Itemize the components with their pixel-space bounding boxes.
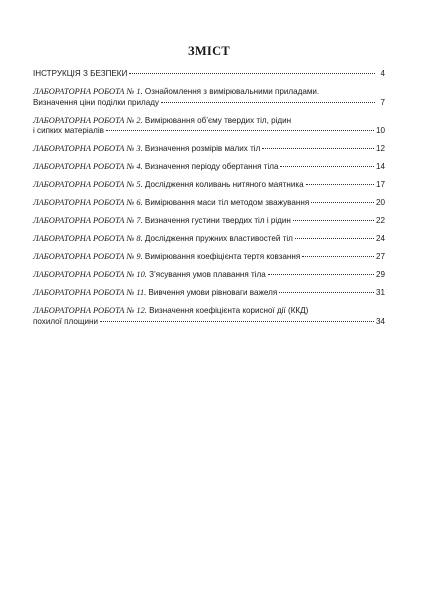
- toc-entry-title: [33, 216, 291, 227]
- toc-entry-title: [33, 87, 319, 98]
- toc-line: [33, 69, 385, 80]
- toc-entry: [33, 180, 385, 191]
- toc-dot-leader: [293, 220, 374, 221]
- page-title: ЗМІСТ: [187, 44, 231, 58]
- toc-dot-leader: [295, 238, 374, 239]
- toc-entry: [33, 216, 385, 227]
- toc-entry-title: [33, 306, 308, 317]
- toc-dot-leader: [311, 202, 374, 203]
- toc-lab-number: ЛАБОРАТОРНА РОБОТА № 7.: [33, 216, 143, 226]
- toc-dot-leader: [106, 130, 374, 131]
- toc-line: [33, 144, 385, 155]
- toc-lab-title-continued: і сипких матеріалів: [33, 126, 104, 136]
- toc-lab-number: ЛАБОРАТОРНА РОБОТА № 9.: [33, 252, 143, 262]
- toc-line: [33, 98, 385, 109]
- toc-lab-title: Визначення періоду обертання тіла: [142, 162, 279, 172]
- toc-entry-title: [33, 180, 304, 191]
- toc-entry-title: [33, 198, 309, 209]
- toc-page-number: 34: [375, 316, 385, 326]
- toc-lab-title-continued: похилої площини: [33, 316, 99, 326]
- toc-page-number: 10: [375, 126, 385, 136]
- toc-entry-title: [33, 252, 300, 263]
- toc-dot-leader: [268, 274, 374, 275]
- toc-page-number: 12: [375, 144, 385, 154]
- toc-lab-title: Визначення коефіцієнта корисної дії (ККД): [146, 306, 309, 315]
- toc-line: [33, 162, 385, 173]
- toc-dot-leader: [100, 321, 374, 322]
- toc-entry: [33, 144, 385, 155]
- toc-lab-title: Вимірювання маси тіл методом зважування: [142, 198, 310, 208]
- toc-entry: [33, 252, 385, 263]
- toc-page-number: 4: [380, 69, 385, 78]
- toc-dot-leader: [161, 102, 375, 103]
- toc-lab-number: ЛАБОРАТОРНА РОБОТА № 4.: [33, 162, 143, 172]
- toc-lab-number: ЛАБОРАТОРНА РОБОТА № 12.: [33, 306, 147, 315]
- toc-lab-title: Вивчення умови рівноваги важеля: [146, 288, 278, 298]
- toc-line: [33, 87, 385, 98]
- toc-entry-title: [33, 162, 278, 173]
- toc-entry-title: ІНСТРУКЦІЯ З БЕЗПЕКИ: [33, 69, 128, 78]
- toc-entry-title: [33, 288, 277, 299]
- toc-line: [33, 270, 385, 281]
- toc-page-number: 31: [375, 288, 385, 298]
- toc-entry-title: [33, 234, 293, 245]
- toc-lab-number: ЛАБОРАТОРНА РОБОТА № 3.: [33, 144, 143, 154]
- toc-page-number: 20: [375, 198, 385, 208]
- toc-page-number: 14: [375, 162, 385, 172]
- toc-lab-title: Визначення розмірів малих тіл: [142, 144, 261, 154]
- toc-lab-title: Дослідження коливань нитяного маятника: [142, 180, 304, 190]
- toc-line: [33, 198, 385, 209]
- toc-lab-number: ЛАБОРАТОРНА РОБОТА № 11.: [33, 288, 147, 298]
- toc-entry: [33, 234, 385, 245]
- toc-page-number: 7: [380, 97, 385, 107]
- toc-entry: [33, 87, 385, 108]
- toc-lab-title: Вимірювання коефіцієнта тертя ковзання: [142, 252, 301, 262]
- toc-entry: [33, 306, 385, 327]
- toc-dot-leader: [262, 148, 374, 149]
- toc-page-number: 22: [375, 216, 385, 226]
- toc-line: [33, 306, 385, 317]
- toc-line: [33, 116, 385, 127]
- toc-entry-title: [33, 270, 266, 281]
- toc-page-number: 27: [375, 252, 385, 262]
- toc-lab-title: Ознайомлення з вимірювальними приладами.: [142, 86, 320, 96]
- toc-dot-leader: [280, 166, 374, 167]
- toc-line: [33, 180, 385, 191]
- toc-entry: [33, 270, 385, 281]
- toc-lab-number: ЛАБОРАТОРНА РОБОТА № 6.: [33, 198, 143, 208]
- toc-lab-title: Вимірювання об’єму твердих тіл, рідин: [142, 115, 292, 125]
- toc-entry: [33, 69, 385, 80]
- toc-entry-title: [33, 116, 291, 127]
- toc-lab-title: Дослідження пружних властивостей тіл: [142, 234, 293, 244]
- toc-line: [33, 317, 385, 328]
- toc-entry: [33, 198, 385, 209]
- toc-dot-leader: [129, 73, 375, 74]
- toc-line: [33, 216, 385, 227]
- toc-entry: [33, 162, 385, 173]
- toc-dot-leader: [302, 256, 374, 257]
- toc-lab-number: ЛАБОРАТОРНА РОБОТА № 5.: [33, 180, 143, 190]
- toc-page-number: 24: [375, 234, 385, 244]
- toc-page-number: 17: [375, 180, 385, 190]
- toc-entry: [33, 288, 385, 299]
- toc-page-number: 29: [375, 270, 385, 280]
- toc-lab-title-continued: Визначення ціни поділки приладу: [33, 97, 160, 107]
- toc-dot-leader: [306, 184, 374, 185]
- toc-lab-number: ЛАБОРАТОРНА РОБОТА № 10.: [33, 270, 147, 280]
- toc-lab-number: ЛАБОРАТОРНА РОБОТА № 2.: [33, 115, 143, 125]
- toc-line: [33, 252, 385, 263]
- toc-dot-leader: [279, 292, 374, 293]
- toc-line: [33, 126, 385, 137]
- toc-lab-number: ЛАБОРАТОРНА РОБОТА № 8.: [33, 234, 143, 244]
- toc-line: [33, 288, 385, 299]
- toc-entry-title: [33, 144, 260, 155]
- toc-lab-title: З’ясування умов плавання тіла: [146, 270, 266, 280]
- toc-lab-title: Визначення густини твердих тіл і рідин: [142, 216, 291, 226]
- toc-entry: [33, 116, 385, 137]
- table-of-contents: [33, 69, 385, 327]
- toc-lab-number: ЛАБОРАТОРНА РОБОТА № 1.: [33, 86, 143, 96]
- toc-line: [33, 234, 385, 245]
